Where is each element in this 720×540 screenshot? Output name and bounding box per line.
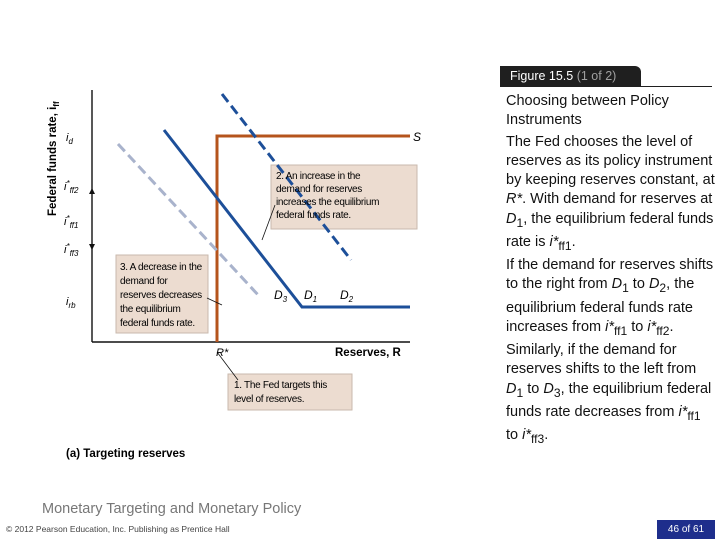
decrease-leader-line (207, 298, 222, 305)
rate-label-iff1: $i^*_{ff1}$ (64, 214, 79, 230)
target-callout-text: 1. The Fed targets this level of reserves. (234, 380, 327, 405)
d2-label: $D_2$ (340, 288, 354, 304)
explanation-paragraph-2: If the demand for reserves shifts to the right from $D_1$ to $D_2$, the equilibrium federal funds rate increases from $i*_{ff1}$ to $i*_{ff2}$. (506, 257, 714, 338)
x-axis-title: Reserves, R (335, 347, 401, 359)
decrease-callout-text: 3. A decrease in the demand for reserves decreases the equilibrium federal funds rate. (120, 262, 202, 329)
rate-up-arrowhead (89, 188, 95, 194)
increase-callout-text: 2. An increase in the demand for reserves increases the equilibrium federal funds rate. (276, 171, 380, 221)
y-axis-title: Federal funds rate, $i_{ff}$ (47, 101, 61, 216)
rate-label-iff2: $i^*_{ff2}$ (64, 179, 79, 195)
footer-title: Monetary Targeting and Monetary Policy (42, 501, 302, 517)
figure-tab-rule (500, 86, 712, 87)
explanation-panel (506, 92, 716, 449)
d1-label: $D_1$ (304, 288, 318, 304)
page-number: 46 of 61 (657, 520, 715, 539)
figure-label: Figure 15.5 (510, 69, 574, 83)
rate-label-id: $i_d$ (66, 132, 73, 146)
reserves-target-label: R* (216, 347, 229, 359)
panel-title: Choosing between Policy Instruments (506, 93, 669, 129)
figure-sub-label: (1 of 2) (576, 69, 617, 83)
figure-tab (500, 66, 641, 86)
copyright-notice: © 2012 Pearson Education, Inc. Publishing as Prentice Hall (6, 524, 230, 534)
rate-down-arrowhead (89, 244, 95, 250)
supply-label: S (413, 130, 422, 144)
d3-label: $D_3$ (274, 288, 288, 304)
rate-label-irb: $i_{rb}$ (66, 296, 76, 310)
explanation-paragraph-1: The Fed chooses the level of reserves as its policy instrument by keeping reserves constant, at R*. With demand for reserves at $D_1$, the equilibrium federal funds rate is $i*_{ff1}$. (506, 133, 715, 253)
diagram-caption: (a) Targeting reserves (66, 448, 186, 460)
rate-label-iff3: $i^*_{ff3}$ (64, 242, 79, 258)
explanation-paragraph-3: Similarly, if the demand for reserves shifts to the left from $D_1$ to $D_3$, the equilibrium federal funds rate decreases from $i*_{ff1}$ to $i*_{ff3}$. (506, 342, 712, 446)
